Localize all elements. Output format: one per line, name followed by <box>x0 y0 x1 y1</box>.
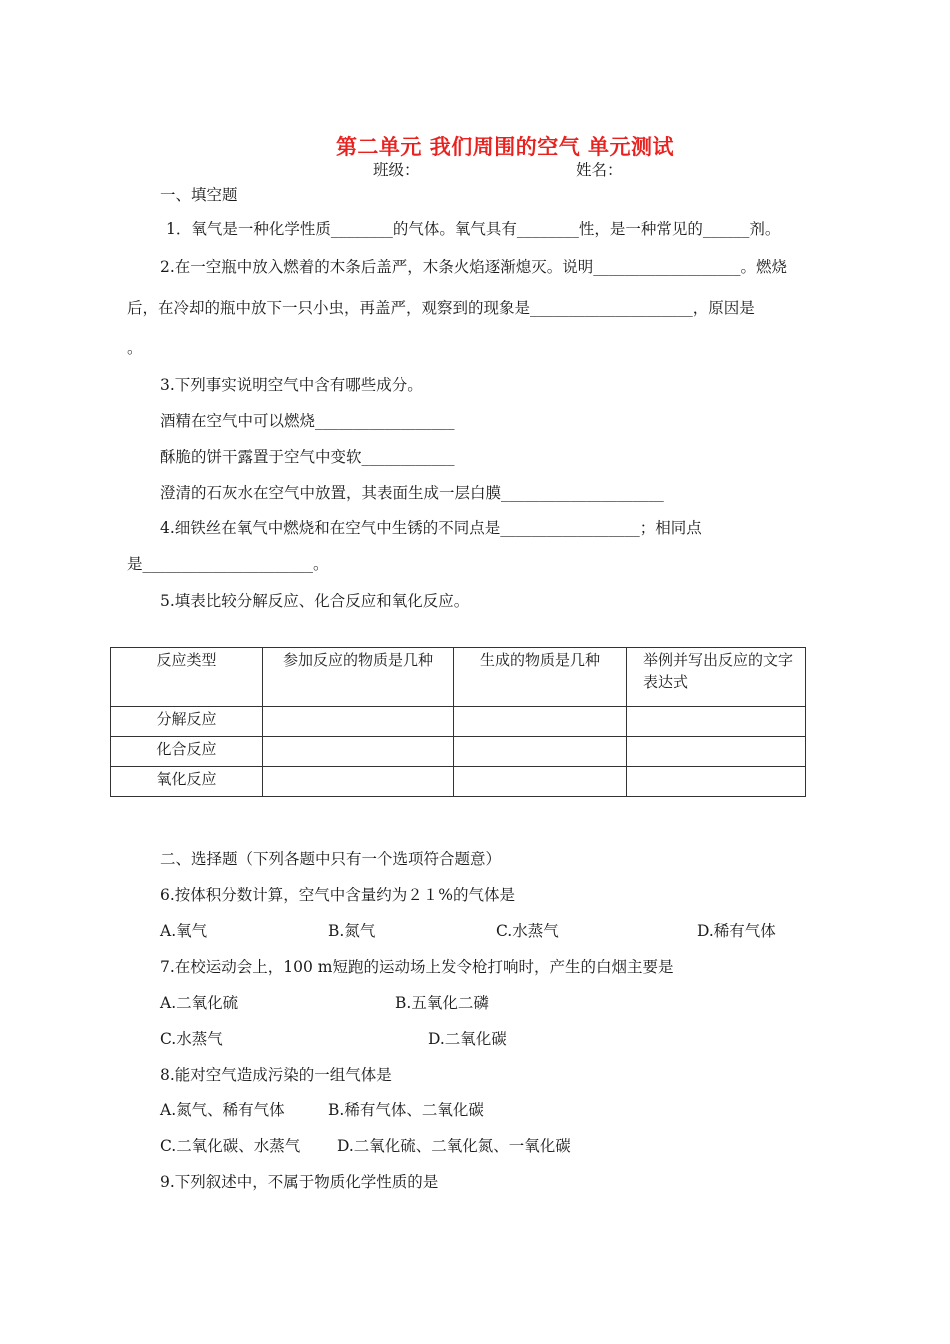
question-7-option-d: D.二氧化碳 <box>428 1030 507 1048</box>
question-8-option-c: C.二氧化碳、水蒸气 <box>160 1137 301 1155</box>
table-cell: 氧化反应 <box>111 767 263 797</box>
section-fill-in-heading: 一、填空题 <box>160 186 238 204</box>
question-7-option-b: B.五氧化二磷 <box>395 994 489 1012</box>
table-cell <box>263 737 454 767</box>
table-cell: 化合反应 <box>111 737 263 767</box>
question-6-option-b: B.氮气 <box>328 922 376 940</box>
table-cell <box>627 767 806 797</box>
class-label: 班级： <box>373 161 420 179</box>
table-cell <box>263 707 454 737</box>
question-3: 3.下列事实说明空气中含有哪些成分。 <box>160 376 423 394</box>
reaction-comparison-table <box>110 647 806 797</box>
table-cell <box>263 767 454 797</box>
table-row <box>111 707 806 737</box>
name-label: 姓名： <box>576 161 623 179</box>
question-7-option-a: A.二氧化硫 <box>160 994 239 1012</box>
question-4-line-2: 是______________________。 <box>127 555 329 573</box>
table-cell <box>627 737 806 767</box>
question-9: 9.下列叙述中，不属于物质化学性质的是 <box>160 1173 439 1191</box>
table-cell <box>454 707 627 737</box>
table-cell: 分解反应 <box>111 707 263 737</box>
question-6-option-a: A.氧气 <box>160 922 208 940</box>
table-row <box>111 767 806 797</box>
table-header-cell: 参加反应的物质是几种 <box>263 648 454 707</box>
question-8-option-d: D.二氧化硫、二氧化氮、一氧化碳 <box>337 1137 571 1155</box>
question-2-line-2: 后，在冷却的瓶中放下一只小虫，再盖严，观察到的现象是_____________________，原因是 <box>127 299 755 317</box>
table-header-row <box>111 648 806 707</box>
question-4-line-1: 4.细铁丝在氧气中燃烧和在空气中生锈的不同点是__________________；相同点 <box>160 519 702 537</box>
section-choice-heading: 二、选择题（下列各题中只有一个选项符合题意） <box>160 850 502 868</box>
question-1: 1．氧气是一种化学性质________的气体。氧气具有________性，是一种常见的______剂。 <box>166 220 781 238</box>
page-title: 第二单元 我们周围的空气 单元测试 <box>335 135 675 159</box>
question-5: 5.填表比较分解反应、化合反应和氧化反应。 <box>160 592 470 610</box>
table-header-cell: 举例并写出反应的文字表达式 <box>627 648 806 707</box>
table-cell <box>454 737 627 767</box>
question-2-line-1: 2.在一空瓶中放入燃着的木条后盖严，木条火焰逐渐熄灭。说明___________________。燃烧 <box>160 258 788 276</box>
question-7-option-c: C.水蒸气 <box>160 1030 223 1048</box>
table-cell <box>627 707 806 737</box>
question-6: 6.按体积分数计算，空气中含量约为２１%的气体是 <box>160 886 516 904</box>
question-6-option-c: C.水蒸气 <box>496 922 559 940</box>
question-8-option-a: A.氮气、稀有气体 <box>160 1101 285 1119</box>
table-header-cell: 反应类型 <box>111 648 263 707</box>
table-cell <box>454 767 627 797</box>
table-header-cell: 生成的物质是几种 <box>454 648 627 707</box>
question-3-item-a: 酒精在空气中可以燃烧__________________ <box>160 412 455 430</box>
question-6-option-d: D.稀有气体 <box>697 922 776 940</box>
question-8-option-b: B.稀有气体、二氧化碳 <box>328 1101 484 1119</box>
question-3-item-b: 酥脆的饼干露置于空气中变软____________ <box>160 448 455 466</box>
question-2-line-3: 。 <box>127 339 143 357</box>
question-8: 8.能对空气造成污染的一组气体是 <box>160 1066 392 1084</box>
question-7: 7.在校运动会上，100 m短跑的运动场上发令枪打响时，产生的白烟主要是 <box>160 958 674 976</box>
question-3-item-c: 澄清的石灰水在空气中放置，其表面生成一层白膜_____________________ <box>160 484 664 502</box>
table-row <box>111 737 806 767</box>
